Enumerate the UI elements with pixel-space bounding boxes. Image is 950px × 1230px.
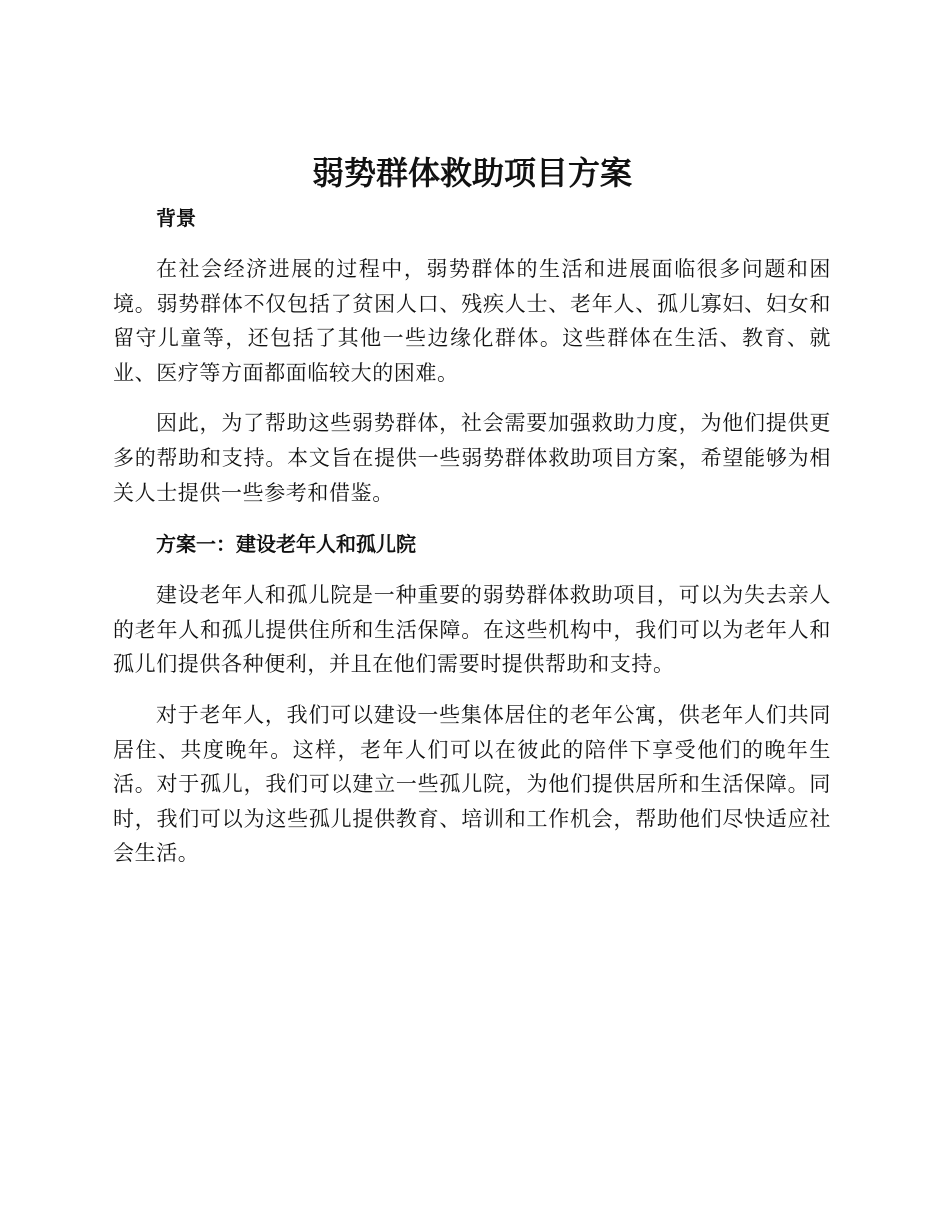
section-heading-plan-one: 方案一：建设老年人和孤儿院 <box>156 532 416 557</box>
spacer <box>113 390 831 406</box>
spacer <box>113 236 831 252</box>
document-content <box>113 150 831 871</box>
paragraph-background-1: 在社会经济进展的过程中，弱势群体的生活和进展面临很多问题和困境。弱势群体不仅包括了贫困人口、残疾人士、老年人、孤儿寡妇、妇女和留守儿童等，还包括了其他一些边缘化群体。这些群体在生活、教育、就业、医疗等方面都面临较大的困难。 <box>113 257 831 385</box>
spacer <box>113 682 831 698</box>
section-heading-background: 背景 <box>156 206 196 230</box>
spacer <box>113 510 831 526</box>
document-title: 弱势群体救助项目方案 <box>311 154 632 192</box>
paragraph-plan-one-2: 对于老年人，我们可以建设一些集体居住的老年公寓，供老年人们共同居住、共度晚年。这样，老年人们可以在彼此的陪伴下享受他们的晚年生活。对于孤儿，我们可以建立一些孤儿院，为他们提供居所和生活保障。同时，我们可以为这些孤儿提供教育、培训和工作机会，帮助他们尽快适应社会生活。 <box>113 702 831 866</box>
paragraph-plan-one-1: 建设老年人和孤儿院是一种重要的弱势群体救助项目，可以为失去亲人的老年人和孤儿提供住所和生活保障。在这些机构中，我们可以为老年人和孤儿们提供各种便利，并且在他们需要时提供帮助和支持。 <box>113 583 831 677</box>
paragraph-background-2: 因此，为了帮助这些弱势群体，社会需要加强救助力度，为他们提供更多的帮助和支持。本文旨在提供一些弱势群体救助项目方案，希望能够为相关人士提供一些参考和借鉴。 <box>113 411 831 505</box>
spacer <box>113 562 831 578</box>
